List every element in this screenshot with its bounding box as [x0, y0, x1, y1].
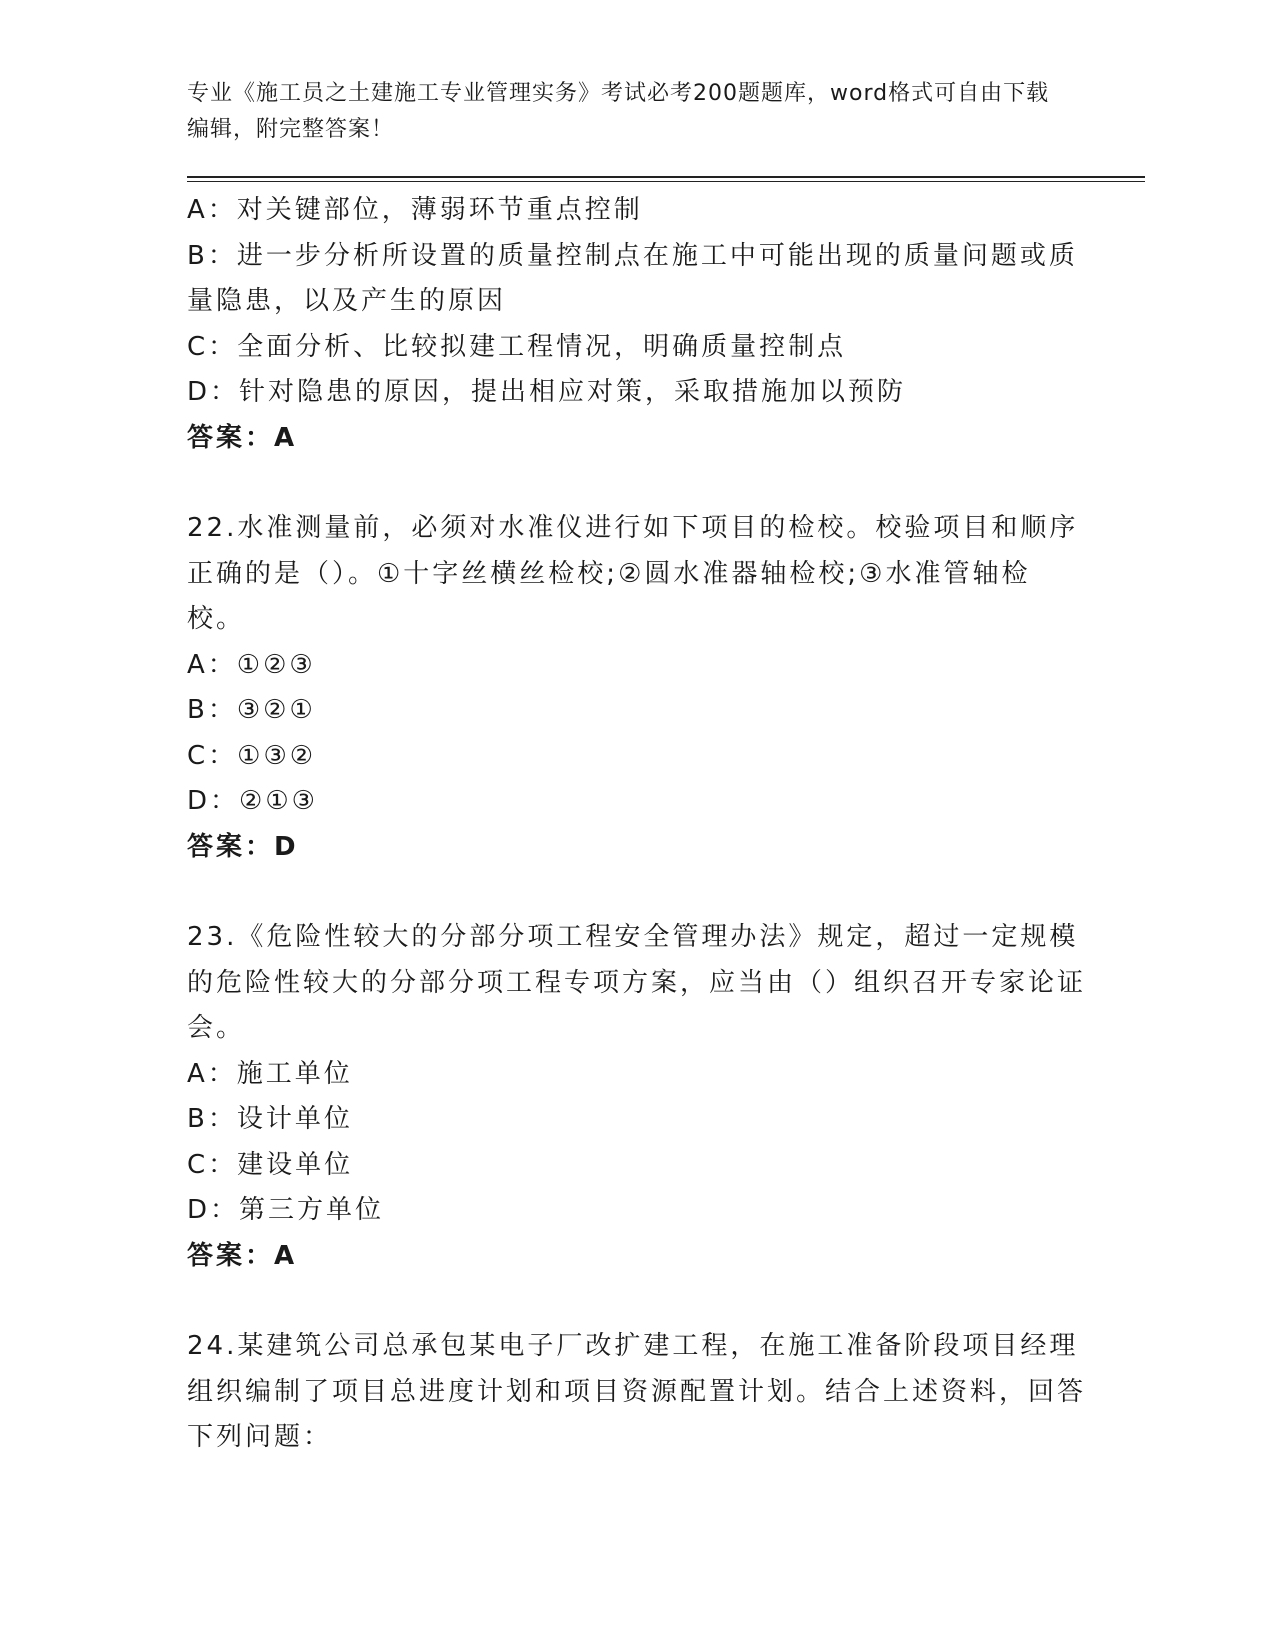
- answer-label: 答案：D: [187, 831, 299, 862]
- document-title: 专业《施工员之土建施工专业管理实务》考试必考200题题库，word格式可自由下载编辑，附完整答案！: [187, 81, 1050, 142]
- spacer: [187, 870, 1087, 915]
- answer-label: 答案：A: [187, 422, 298, 453]
- question-23: [187, 915, 1087, 1279]
- option-d: D：针对隐患的原因，提出相应对策，采取措施加以预防: [187, 377, 907, 407]
- question-stem: 22.水准测量前，必须对水准仪进行如下项目的检校。校验项目和顺序正确的是（）。①十字丝横丝检校;②圆水准器轴检校;③水准管轴检校。: [187, 513, 1079, 634]
- spacer: [187, 461, 1087, 506]
- question-22: [187, 506, 1087, 870]
- document-body: [187, 188, 1087, 1461]
- option-a: A：对关键部位，薄弱环节重点控制: [187, 195, 643, 225]
- question-21-continued: [187, 188, 1087, 461]
- answer-label: 答案：A: [187, 1240, 298, 1271]
- option-c: C：全面分析、比较拟建工程情况，明确质量控制点: [187, 331, 847, 362]
- question-24: [187, 1324, 1087, 1461]
- option-d: D：第三方单位: [187, 1195, 385, 1225]
- document-header: [187, 76, 1067, 148]
- option-b: B：进一步分析所设置的质量控制点在施工中可能出现的质量问题或质量隐患，以及产生的原因: [187, 240, 1078, 316]
- option-b: B：③②①: [187, 695, 316, 725]
- option-b: B：设计单位: [187, 1104, 353, 1134]
- question-stem: 24.某建筑公司总承包某电子厂改扩建工程，在施工准备阶段项目经理组织编制了项目总进度计划和项目资源配置计划。结合上述资料，回答下列问题：: [187, 1331, 1087, 1452]
- option-a: A：施工单位: [187, 1058, 353, 1089]
- option-a: A：①②③: [187, 649, 316, 680]
- header-divider: [187, 176, 1145, 182]
- question-stem: 23.《危险性较大的分部分项工程安全管理办法》规定，超过一定规模的危险性较大的分部分项工程专项方案，应当由（）组织召开专家论证会。: [187, 922, 1087, 1043]
- option-c: C：①③②: [187, 740, 317, 771]
- option-c: C：建设单位: [187, 1149, 354, 1180]
- option-d: D：②①③: [187, 786, 318, 816]
- spacer: [187, 1279, 1087, 1324]
